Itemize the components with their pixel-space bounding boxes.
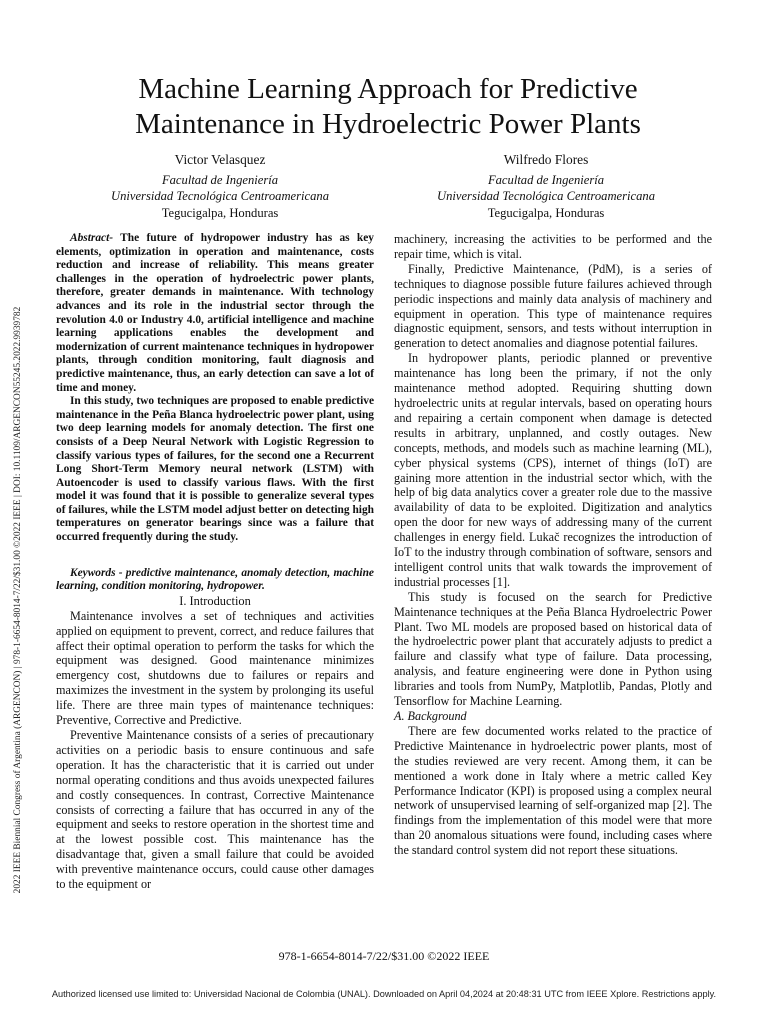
intro-paragraph-3: machinery, increasing the activities to be performed and the repair time, which is vital. <box>394 232 712 261</box>
right-column <box>394 232 712 858</box>
author-block-1 <box>70 152 370 221</box>
intro-paragraph-6: This study is focused on the search for Predictive Maintenance techniques at the Peña Blanca Hydroelectric Power Plant. Two ML models are proposed based on historical data of the hydroelectric power plant that accurately adjusts to predict a failure and classify what type of failure. Data processing, analysis, and feature engineering were done in Python using libraries and tools from NumPy, Matplotlib, Pandas, Plotly and Tensorflow for Machine Learning. <box>394 589 712 709</box>
intro-paragraph-5: In hydropower plants, periodic planned or preventive maintenance has long been the primary, if not the only maintenance method adopted. Requiring shutting down hydroelectric units at regular intervals, based on operating hours and repairing a certain component when damage is detected results in arbitrary, unplanned, and costly outages. New concepts, methods, and models such as machine learning (ML), cyber physical systems (CPS), internet of things (IoT) are gaining more attention in the industrial sector which, with the help of big data analytics cover a greater role due to the massive availability of data to be exploited. Digitization and analytics open the door for new ways of addressing many of the current challenges in energy field. Lukač recognizes the introduction of IoT to the industry through combination of software, sensors and intelligent control units that walk towards the improvement of industrial processes [1]. <box>394 351 712 589</box>
author-name: Victor Velasquez <box>174 152 266 167</box>
abstract-paragraph-2: In this study, two techniques are proposed to enable predictive maintenance in the Peña Blanca hydroelectric power plant, using two deep learning models for anomaly detection. The first one consists of a Deep Neural Network with Logistic Regression to classify various types of failures, for the second one a Recurrent Long Short-Term Memory neural network (LSTM) with Autoencoder is used to classify various flaws. With the first model it was found that it is possible to generalize several types of failures, while the LSTM model adjust better on detecting high temperatures on generator bearings since was a failure that occurred frequently during the study. <box>56 395 374 544</box>
side-identifier: 2022 IEEE Biennial Congress of Argentina (ARGENCON) | 978-1-6654-8014-7/22/$31.00 ©2022 IEEE | DOI: 10.1109/ARGENCON55245.2022.9939782 <box>13 306 23 894</box>
background-paragraph-1: There are few documented works related to the practice of Predictive Maintenance in hydroelectric power plants, most of the studies reviewed are very recent. Among them, it can be mentioned a work done in Italy where a metric called Key Performance Indicator (KPI) is proposed using a complex neural network of unsupervised learning of self-organized map [2]. The findings from the implementation of this model were that more than 20 anomalous situations were found, including cases where the standard control system did not report these situations. <box>394 723 712 858</box>
left-column <box>56 232 374 892</box>
abstract-text-1: The future of hydropower industry has as key elements, optimization in operation and maintenance, costs reduction and increase of reliability. This means greater challenges in the operation of hydroelectric power plants, therefore, greater demands in maintenance. With technology advances and its role in the industrial sector through the revolution 4.0 or Industry 4.0, artificial intelligence and machine learning applications enables the development and modernization of current maintenance techniques in hydropower plants, through condition monitoring, fault diagnosis and predictive maintenance, thus, an early detection can save a lot of time and money. <box>56 232 374 394</box>
author-university: Universidad Tecnológica Centroamericana <box>110 189 330 204</box>
subsection-heading-background: A. Background <box>394 709 467 723</box>
paper-title: Machine Learning Approach for Predictive Maintenance in Hydroelectric Power Plants <box>135 73 641 140</box>
footer-isbn: 978-1-6654-8014-7/22/$31.00 ©2022 IEEE <box>278 949 490 963</box>
author-faculty: Facultad de Ingeniería <box>161 173 279 188</box>
author-location: Tegucigalpa, Honduras <box>487 205 605 220</box>
intro-paragraph-1: Maintenance involves a set of techniques and activities applied on equipment to prevent, correct, and reduce failures that affect their optimal operation to perform the tasks for which the equipment was designed. Good maintenance minimizes emergency cost, shutdowns due to failures or repairs and maximizes the investment in the system by prolonging its useful life. There are three main types of maintenance techniques: Preventive, Corrective and Predictive. <box>56 608 374 728</box>
keywords: Keywords - predictive maintenance, anomaly detection, machine learning, condition monitoring, hydropower. <box>56 566 374 593</box>
author-faculty: Facultad de Ingeniería <box>487 173 605 188</box>
abstract-paragraph-1 <box>56 232 374 395</box>
author-name: Wilfredo Flores <box>503 152 589 167</box>
footer-license: Authorized licensed use limited to: Universidad Nacional de Colombia (UNAL). Downloaded on April 04,2024 at 20:48:31 UTC from IEEE Xplore. Restrictions apply. <box>51 989 717 999</box>
intro-paragraph-2: Preventive Maintenance consists of a series of precautionary activities on a periodic basis to ensure continuous and safe operation. It has the characteristic that it is carried out under normal operating conditions and thus avoids unexpected failures and costly consequences. In contrast, Corrective Maintenance consists of correcting a failure that has occurred in any of the equipment and seeks to restore operation in the shortest time and at the lowest possible cost. This maintenance has the disadvantage that, given a small failure that could be avoided with preventive maintenance occurs, could cause other damages to the equipment or <box>56 728 374 892</box>
abstract-label: Abstract- <box>70 232 114 244</box>
author-university: Universidad Tecnológica Centroamericana <box>436 189 656 204</box>
author-location: Tegucigalpa, Honduras <box>161 205 279 220</box>
section-heading-introduction: I. Introduction <box>179 593 251 608</box>
author-block-2 <box>396 152 696 221</box>
intro-paragraph-4: Finally, Predictive Maintenance, (PdM), is a series of techniques to diagnose possible future failures achieved through periodic inspections and mainly data analysis of machinery and equipment in operation. This type of maintenance requires diagnostic equipment, sensors, and tests without interruption in generation to detect anomalies and diagnose potential failures. <box>394 261 712 351</box>
